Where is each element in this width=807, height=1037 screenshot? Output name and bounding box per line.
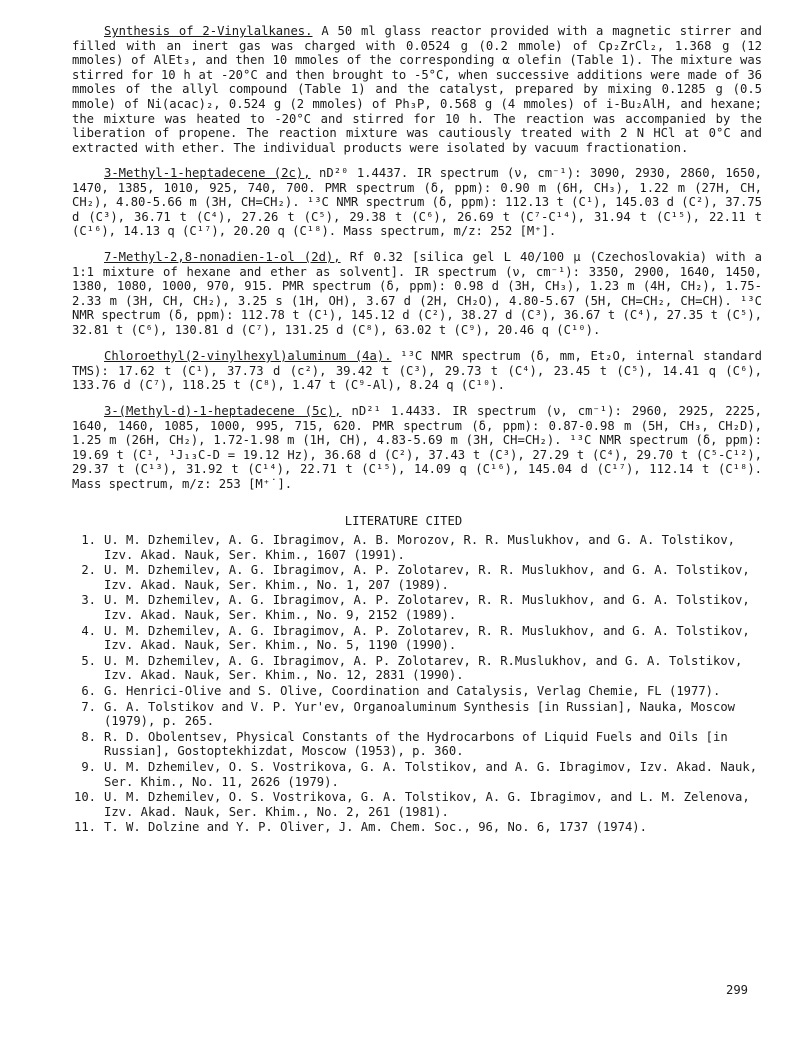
reference-number: 11. — [73, 820, 96, 835]
paragraph-title: 7-Methyl-2,8-nonadien-1-ol (2d), — [104, 250, 341, 264]
reference-text: U. M. Dzhemilev, A. G. Ibragimov, A. P. Zolotarev, R. R. Muslukhov, and G. A. Tolstikov, Izv. Akad. Nauk, Ser. Khim., No. 9, 2152 (1989). — [104, 593, 750, 622]
reference-text: G. A. Tolstikov and V. P. Yur'ev, Organoaluminum Synthesis [in Russian], Nauka, Moscow (1979), p. 265. — [104, 699, 736, 729]
reference-number: 7. — [81, 699, 96, 714]
reference-number: 1. — [81, 533, 96, 547]
reference-text: U. M. Dzhemilev, O. S. Vostrikova, G. A. Tolstikov, and A. G. Ibragimov, Izv. Akad. Nauk, Ser. Khim., No. 11, 2626 (1979). — [104, 759, 758, 789]
paragraph-body: Rf 0.32 [silica gel L 40/100 μ (Czechoslovakia) with a 1:1 mixture of hexane and ether as solvent]. IR spectrum (ν, cm⁻¹): 3350, 2900, 1640, 1450, 1380, 1080, 1000, 970, 915. PMR spectrum (δ, ppm): 0.98 d (3H, CH₃), 1.23 m (4H, CH₂), 1.75-2.33 m (3H, CH, CH₂), 3.25 s (1H, OH), 3.67 d (2H, CH₂O), 4.80-5.67 (5H, CH=CH₂, CH=CH). ¹³C NMR spectrum (δ, ppm): 112.78 t (C¹), 145.12 d (C²), 38.27 d (C³), 36.67 t (C⁴), 27.35 t (C⁵), 32.81 t (C⁶), 130.81 d (C⁷), 131.25 d (C⁸), 63.02 t (C⁹), 20.46 q (C¹⁰). — [72, 250, 762, 337]
reference-number: 6. — [81, 683, 96, 698]
reference-number: 9. — [81, 759, 96, 774]
paragraph-title: Chloroethyl(2-vinylhexyl)aluminum (4a). — [104, 349, 392, 363]
reference-text: U. M. Dzhemilev, O. S. Vostrikova, G. A. Tolstikov, A. G. Ibragimov, and L. M. Zelenova, Izv. Akad. Nauk, Ser. Khim., No. 2, 261 (1981). — [104, 790, 750, 819]
reference-number: 3. — [81, 593, 96, 608]
reference-number: 5. — [81, 653, 96, 668]
reference-text: R. D. Obolentsev, Physical Constants of the Hydrocarbons of Liquid Fuels and Oils [in Russian], Gostoptekhizdat, Moscow (1953), p. 360. — [104, 729, 728, 759]
synthesis-paragraph — [72, 24, 762, 155]
reference-item — [0, 593, 770, 622]
compound-5c-paragraph — [72, 404, 762, 492]
reference-item — [0, 533, 770, 562]
reference-item — [0, 760, 770, 789]
reference-item — [0, 790, 770, 819]
reference-text: U. M. Dzhemilev, A. G. Ibragimov, A. P. Zolotarev, R. R. Muslukhov, and G. A. Tolstikov, Izv. Akad. Nauk, Ser. Khim., No. 1, 207 (1989). — [104, 563, 750, 592]
reference-number: 2. — [81, 563, 96, 578]
compound-4a-paragraph — [72, 349, 762, 393]
compound-2c-paragraph — [72, 166, 762, 239]
reference-text: U. M. Dzhemilev, A. G. Ibragimov, A. P. Zolotarev, R. R.Muslukhov, and G. A. Tolstikov, Izv. Akad. Nauk, Ser. Khim., No. 12, 2831 (1990). — [104, 653, 743, 683]
reference-item — [0, 563, 770, 592]
paragraph-body: A 50 ml glass reactor provided with a magnetic stirrer and filled with an inert gas was charged with 0.0524 g (0.2 mmole) of Cp₂ZrCl₂, 1.368 g (12 mmoles) of AlEt₃, and then 10 mmoles of the corresponding α olefin (Table 1). The mixture was stirred for 10 h at -20°C and then brought to -5°C, when successive additions were made of 36 mmoles of the allyl compound (Table 1) and the catalyst, prepared by mixing 0.1285 g (0.5 mmole) of Ni(acac)₂, 0.524 g (2 mmoles) of Ph₃P, 0.568 g (4 mmoles) of i-Bu₂AlH, and hexane; the mixture was heated to -20°C and stirred for 10 h. The reaction was accompanied by the liberation of propene. The reaction mixture was cautiously treated with 2 N HCl at 0°C and extracted with ether. The individual products were isolated by vacuum fractionation. — [72, 24, 763, 155]
reference-text: T. W. Dolzine and Y. P. Oliver, J. Am. Chem. Soc., 96, No. 6, 1737 (1974). — [104, 820, 647, 835]
paragraph-body: nD²¹ 1.4433. IR spectrum (ν, cm⁻¹): 2960, 2925, 2225, 1640, 1460, 1085, 1000, 995, 715, 620. PMR spectrum (δ, ppm): 0.87-0.98 m (5H, CH₃, CH₂D), 1.25 m (26H, CH₂), 1.72-1.98 m (1H, CH), 4.83-5.69 m (3H, CH=CH₂). ¹³C NMR spectrum (δ, ppm): 19.69 t (C¹, ¹J₁₃C-D = 19.12 Hz), 36.68 d (C²), 37.43 t (C³), 27.29 t (C⁴), 29.70 t (C⁵-C¹²), 29.37 t (C¹³), 31.92 t (C¹⁴), 22.71 t (C¹⁵), 14.09 q (C¹⁶), 145.04 d (C¹⁷), 112.14 t (C¹⁸). Mass spectrum, m/z: 253 [M⁺˙]. — [72, 404, 762, 491]
reference-text: G. Henrici-Olive and S. Olive, Coordination and Catalysis, Verlag Chemie, FL (1977). — [104, 683, 721, 698]
literature-cited-heading: LITERATURE CITED — [344, 514, 463, 528]
reference-item — [0, 730, 770, 759]
page-number: 299 — [726, 983, 749, 997]
reference-item — [0, 624, 770, 653]
reference-item — [0, 700, 770, 729]
paragraph-title: 3-Methyl-1-heptadecene (2c), — [104, 166, 311, 180]
reference-number: 8. — [81, 729, 96, 744]
paragraph-body: nD²⁰ 1.4437. IR spectrum (ν, cm⁻¹): 3090, 2930, 2860, 1650, 1470, 1385, 1010, 925, 740, 700. PMR spectrum (δ, ppm): 0.90 m (6H, CH₃), 1.22 m (27H, CH, CH₂), 4.80-5.66 m (3H, CH=CH₂). ¹³C NMR spectrum (δ, ppm): 112.13 t (C¹), 145.03 d (C²), 37.75 d (C³), 36.71 t (C⁴), 27.26 t (C⁵), 29.38 t (C⁶), 26.69 t (C⁷-C¹⁴), 31.94 t (C¹⁵), 22.11 t (C¹⁶), 14.13 q (C¹⁷), 20.20 q (C¹⁸). Mass spectrum, m/z: 252 [M⁺]. — [72, 166, 763, 239]
reference-text: U. M. Dzhemilev, A. G. Ibragimov, A. B. Morozov, R. R. Muslukhov, and G. A. Tolstikov, Izv. Akad. Nauk, Ser. Khim., 1607 (1991). — [104, 533, 736, 562]
reference-item — [0, 684, 770, 699]
paragraph-title: Synthesis of 2-Vinylalkanes. — [104, 24, 313, 38]
reference-number: 10. — [73, 790, 96, 805]
reference-item — [0, 654, 770, 683]
paragraph-title: 3-(Methyl-d)-1-heptadecene (5c), — [104, 404, 342, 418]
reference-list — [0, 533, 770, 836]
reference-item — [0, 820, 770, 835]
compound-2d-paragraph — [72, 250, 762, 338]
reference-text: U. M. Dzhemilev, A. G. Ibragimov, A. P. Zolotarev, R. R. Muslukhov, and G. A. Tolstikov, Izv. Akad. Nauk, Ser. Khim., No. 5, 1190 (1990). — [104, 623, 750, 653]
paragraph-body: ¹³C NMR spectrum (δ, mm, Et₂O, internal standard TMS): 17.62 t (C¹), 37.73 d (c²), 39.42 t (C³), 29.73 t (C⁴), 23.45 t (C⁵), 14.41 q (C⁶), 133.76 d (C⁷), 118.25 t (C⁸), 1.47 t (C⁹-Al), 8.24 q (C¹⁰). — [72, 349, 762, 393]
reference-number: 4. — [81, 623, 96, 638]
